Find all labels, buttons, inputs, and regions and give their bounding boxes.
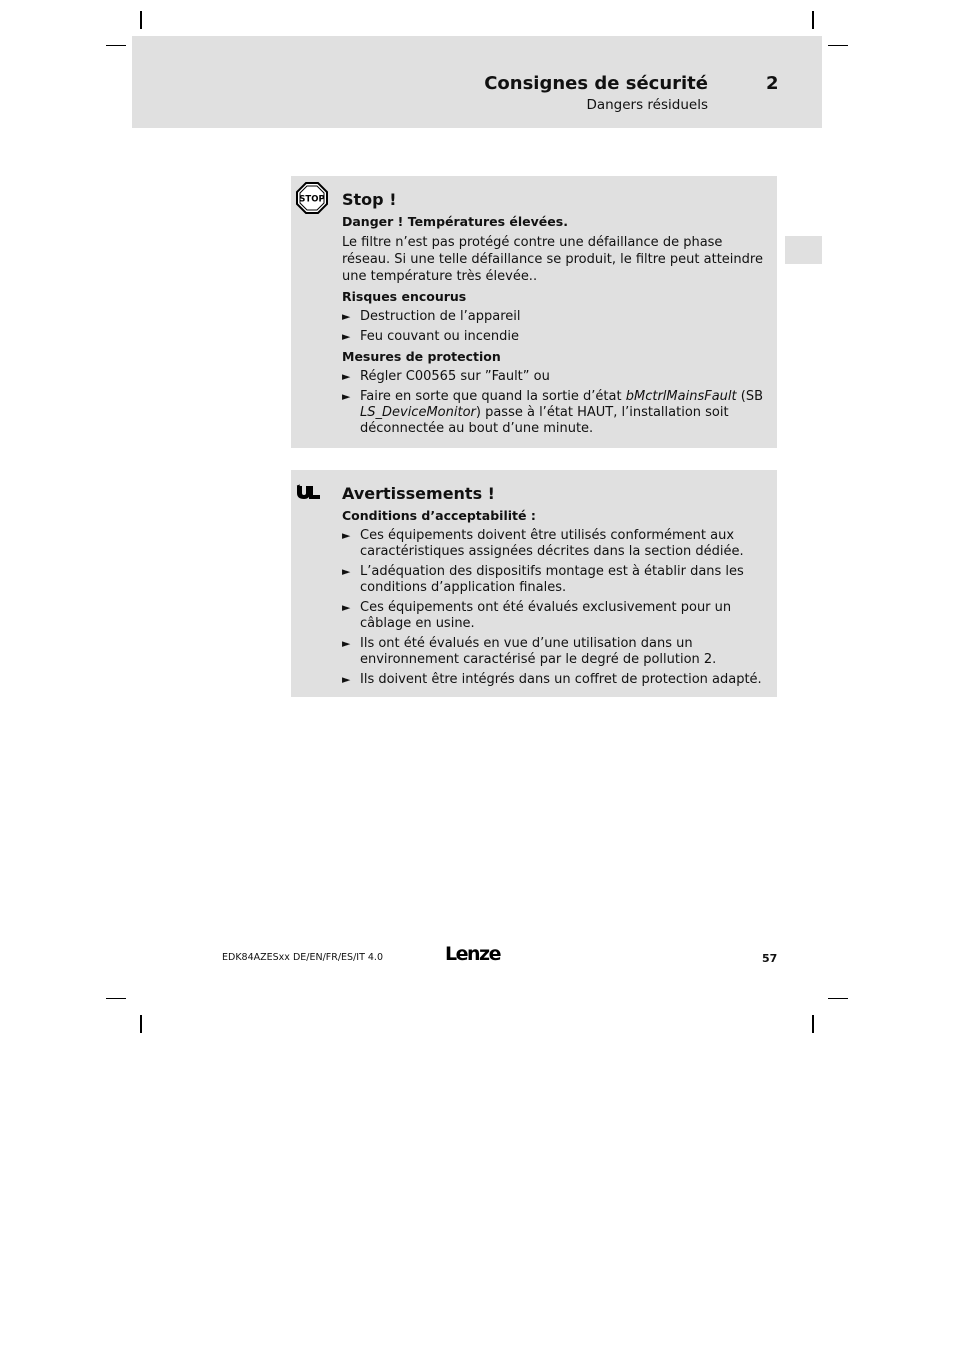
stop-box-content: [342, 190, 767, 441]
system-block-name: LS_DeviceMonitor: [360, 405, 476, 420]
measures-list: [342, 369, 767, 437]
conditions-list: [342, 528, 767, 688]
warnings-title: Avertissements !: [342, 484, 495, 503]
bullet-arrow-icon: ►: [342, 601, 351, 614]
crop-mark: [140, 11, 142, 29]
bullet-arrow-icon: ►: [342, 637, 351, 650]
conditions-heading: Conditions d’acceptabilité :: [342, 508, 536, 523]
bullet-arrow-icon: ►: [342, 310, 351, 323]
list-item: ► Faire en sorte que quand la sortie d’état bMctrlMainsFault (SB LS_DeviceMonitor) passe à l’état HAUT, l’installation soit déconnectée au bout d’une minute.: [342, 389, 763, 436]
document-code: EDK84AZESxx DE/EN/FR/ES/IT 4.0: [222, 952, 383, 963]
crop-mark: [812, 11, 814, 29]
crop-mark: [828, 45, 848, 46]
measures-heading: Mesures de protection: [342, 349, 501, 364]
ul-box-content: [342, 484, 767, 692]
ul-warning-box: [291, 470, 777, 697]
chapter-number: 2: [766, 73, 779, 94]
danger-text: Le filtre n’est pas protégé contre une défaillance de phase réseau. Si une telle défaillance se produit, le filtre peut atteindre une température très élevée..: [342, 235, 763, 284]
bullet-arrow-icon: ►: [342, 330, 351, 343]
svg-text:Lenze: Lenze: [445, 943, 500, 964]
bullet-arrow-icon: ►: [342, 529, 351, 542]
crop-mark: [812, 1015, 814, 1033]
list-item: ► Régler C00565 sur ”Fault” ou: [342, 369, 550, 384]
list-item: ► Ils doivent être intégrés dans un coffret de protection adapté.: [342, 672, 762, 687]
chapter-title: Consignes de sécurité: [484, 73, 708, 94]
crop-mark: [828, 998, 848, 999]
danger-heading: Danger ! Températures élevées.: [342, 214, 568, 229]
crop-mark: [140, 1015, 142, 1033]
crop-mark: [106, 45, 126, 46]
page-number: 57: [762, 952, 778, 965]
bullet-arrow-icon: ►: [342, 673, 351, 686]
header-band: [132, 36, 822, 128]
crop-mark: [106, 998, 126, 999]
list-item: ► Feu couvant ou incendie: [342, 329, 520, 344]
bullet-arrow-icon: ►: [342, 565, 351, 578]
section-title: Dangers résiduels: [586, 97, 708, 113]
chapter-thumb-tab: [785, 236, 822, 264]
lenze-logo: [444, 942, 508, 968]
stop-sign-icon: [296, 182, 328, 218]
list-item: ► Ces équipements doivent être utilisés conformément aux caractéristiques assignées décrites dans la section dédiée.: [342, 528, 744, 559]
risks-heading: Risques encourus: [342, 289, 467, 304]
stop-warning-box: [291, 176, 777, 448]
risks-list: [342, 309, 767, 345]
stop-title: Stop !: [342, 190, 397, 209]
bullet-arrow-icon: ►: [342, 370, 351, 383]
signal-name: bMctrlMainsFault: [625, 389, 737, 404]
ul-listing-icon: [296, 484, 322, 504]
list-item: ► Destruction de l’appareil: [342, 309, 521, 324]
svg-text:STOP: STOP: [299, 194, 325, 205]
bullet-arrow-icon: ►: [342, 390, 351, 403]
list-item: ► Ils ont été évalués en vue d’une utilisation dans un environnement caractérisé par le degré de pollution 2.: [342, 636, 717, 667]
list-item: ► Ces équipements ont été évalués exclusivement pour un câblage en usine.: [342, 600, 732, 631]
list-item: ► L’adéquation des dispositifs montage est à établir dans les conditions d’application finales.: [342, 564, 744, 595]
